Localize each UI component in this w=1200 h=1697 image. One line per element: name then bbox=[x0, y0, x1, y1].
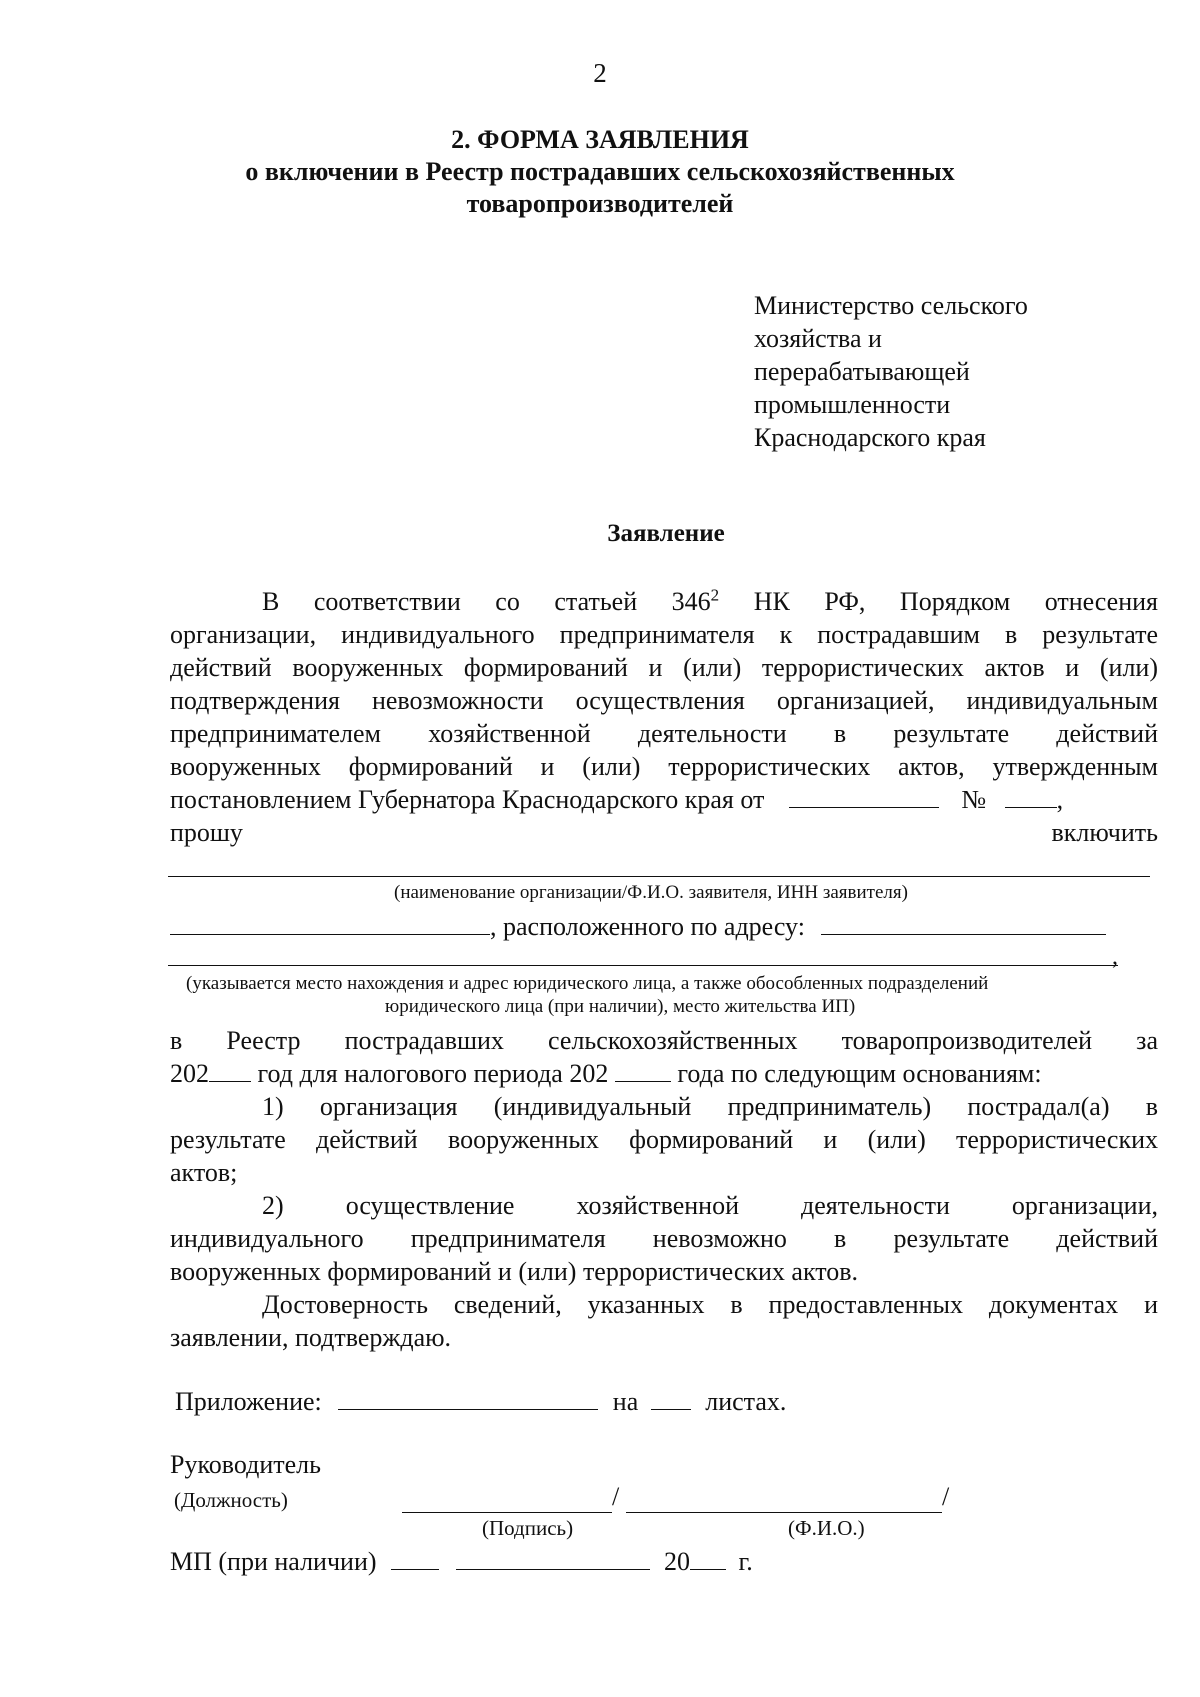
ground-2-line-1: 2) осуществление хозяйственной деятельности организации, bbox=[262, 1191, 1158, 1220]
signature-head: Руководитель bbox=[170, 1450, 321, 1479]
confirmation-line-1: Достоверность сведений, указанных в предоставленных документах и bbox=[262, 1290, 1158, 1319]
body-line-2: организации, индивидуального предпринимателя к пострадавшим в результате bbox=[170, 620, 1158, 649]
body-text: 202 bbox=[170, 1059, 209, 1088]
year-suffix: г. bbox=[738, 1547, 753, 1576]
decree-date-field[interactable] bbox=[789, 785, 939, 808]
attachment-label: Приложение: bbox=[175, 1387, 322, 1416]
document-title: Заявление bbox=[607, 520, 725, 547]
address-field[interactable] bbox=[821, 912, 1106, 935]
recipient-line-2: хозяйства и bbox=[754, 324, 882, 353]
attachment-field[interactable] bbox=[338, 1387, 598, 1410]
ground-2-line-3: вооруженных формирований и (или) террористических актов. bbox=[170, 1257, 859, 1286]
day-field[interactable] bbox=[391, 1547, 439, 1570]
attachment-on: на bbox=[612, 1387, 639, 1416]
ground-1-line-1: 1) организация (индивидуальный предприниматель) пострадал(а) в bbox=[262, 1092, 1158, 1121]
address-caption-line-2: юридического лица (при наличии), место жительства ИП) bbox=[385, 996, 856, 1017]
superscript: 2 bbox=[710, 585, 720, 605]
attachment-line bbox=[175, 1385, 1163, 1418]
address-label: , расположенного по адресу: bbox=[490, 912, 805, 941]
heading-line-1: 2. ФОРМА ЗАЯВЛЕНИЯ bbox=[451, 125, 749, 154]
month-field[interactable] bbox=[456, 1547, 650, 1570]
slash: / bbox=[612, 1482, 620, 1511]
seal-date-line bbox=[170, 1545, 1158, 1578]
number-sign: № bbox=[961, 785, 987, 814]
heading-line-2: о включении в Реестр пострадавших сельскохозяйственных bbox=[245, 157, 955, 186]
body-text: постановлением Губернатора Краснодарского края от bbox=[170, 785, 765, 814]
position-caption: (Должность) bbox=[174, 1488, 288, 1512]
body-text: включить bbox=[1051, 818, 1158, 847]
address-comma: , bbox=[1112, 944, 1118, 970]
ground-1-line-2: результате действий вооруженных формирований и (или) террористических bbox=[170, 1125, 1158, 1154]
body-line-8 bbox=[170, 816, 1158, 849]
recipient-line-5: Краснодарского края bbox=[754, 423, 986, 452]
body-line-6: вооруженных формирований и (или) террористических актов, утвержденным bbox=[170, 752, 1158, 781]
slash: / bbox=[942, 1482, 950, 1511]
attachment-sheets: листах. bbox=[705, 1387, 787, 1416]
heading-line-3: товаропроизводителей bbox=[466, 189, 734, 218]
recipient-block bbox=[754, 289, 1084, 454]
fio-field[interactable] bbox=[626, 1512, 942, 1513]
year-field[interactable] bbox=[209, 1059, 251, 1082]
recipient-line-3: перерабатывающей bbox=[754, 357, 970, 386]
body-text: года по следующим основаниям: bbox=[670, 1059, 1042, 1088]
decree-number-field[interactable] bbox=[1005, 785, 1057, 808]
address-line bbox=[170, 910, 1158, 943]
body-text: год для налогового периода 202 bbox=[251, 1059, 615, 1088]
body-line-4: подтверждения невозможности осуществления организацией, индивидуальным bbox=[170, 686, 1158, 715]
form-heading bbox=[0, 124, 1200, 220]
address-continuation-field[interactable] bbox=[168, 965, 1118, 966]
body-text: прошу bbox=[170, 818, 243, 847]
organization-name-field[interactable] bbox=[168, 876, 1150, 877]
confirmation-line-2: заявлении, подтверждаю. bbox=[170, 1323, 452, 1352]
body-line-3: действий вооруженных формирований и (или) террористических актов и (или) bbox=[170, 653, 1158, 682]
body-text: В соответствии со статьей 346 bbox=[262, 587, 711, 616]
organization-short-field[interactable] bbox=[170, 912, 490, 935]
body-line-5: предпринимателем хозяйственной деятельности в результате действий bbox=[170, 719, 1158, 748]
year-prefix: 20 bbox=[664, 1547, 691, 1576]
seal-label: МП (при наличии) bbox=[170, 1547, 377, 1576]
body-line-7 bbox=[170, 783, 1158, 816]
recipient-line-1: Министерство сельского bbox=[754, 291, 1028, 320]
ground-2-line-2: индивидуального предпринимателя невозможно в результате действий bbox=[170, 1224, 1158, 1253]
recipient-line-4: промышленности bbox=[754, 390, 951, 419]
address-caption-line-1: (указывается место нахождения и адрес юридического лица, а также обособленных подразделений bbox=[186, 973, 989, 994]
fio-caption: (Ф.И.О.) bbox=[788, 1516, 865, 1540]
body-text: НК РФ, Порядком отнесения bbox=[719, 587, 1158, 616]
page-number: 2 bbox=[593, 58, 607, 88]
organization-caption: (наименование организации/Ф.И.О. заявителя, ИНН заявителя) bbox=[394, 882, 908, 903]
registry-line-1: в Реестр пострадавших сельскохозяйственных товаропроизводителей за bbox=[170, 1026, 1158, 1055]
ground-1-line-3: актов; bbox=[170, 1158, 238, 1187]
tax-period-field[interactable] bbox=[615, 1059, 671, 1082]
comma: , bbox=[1056, 785, 1064, 814]
signature-field[interactable] bbox=[402, 1512, 612, 1513]
body-line-1 bbox=[170, 585, 1158, 618]
sheets-count-field[interactable] bbox=[651, 1387, 691, 1410]
signature-caption: (Подпись) bbox=[482, 1516, 574, 1540]
date-year-field[interactable] bbox=[690, 1547, 726, 1570]
registry-line-2 bbox=[170, 1057, 1158, 1090]
